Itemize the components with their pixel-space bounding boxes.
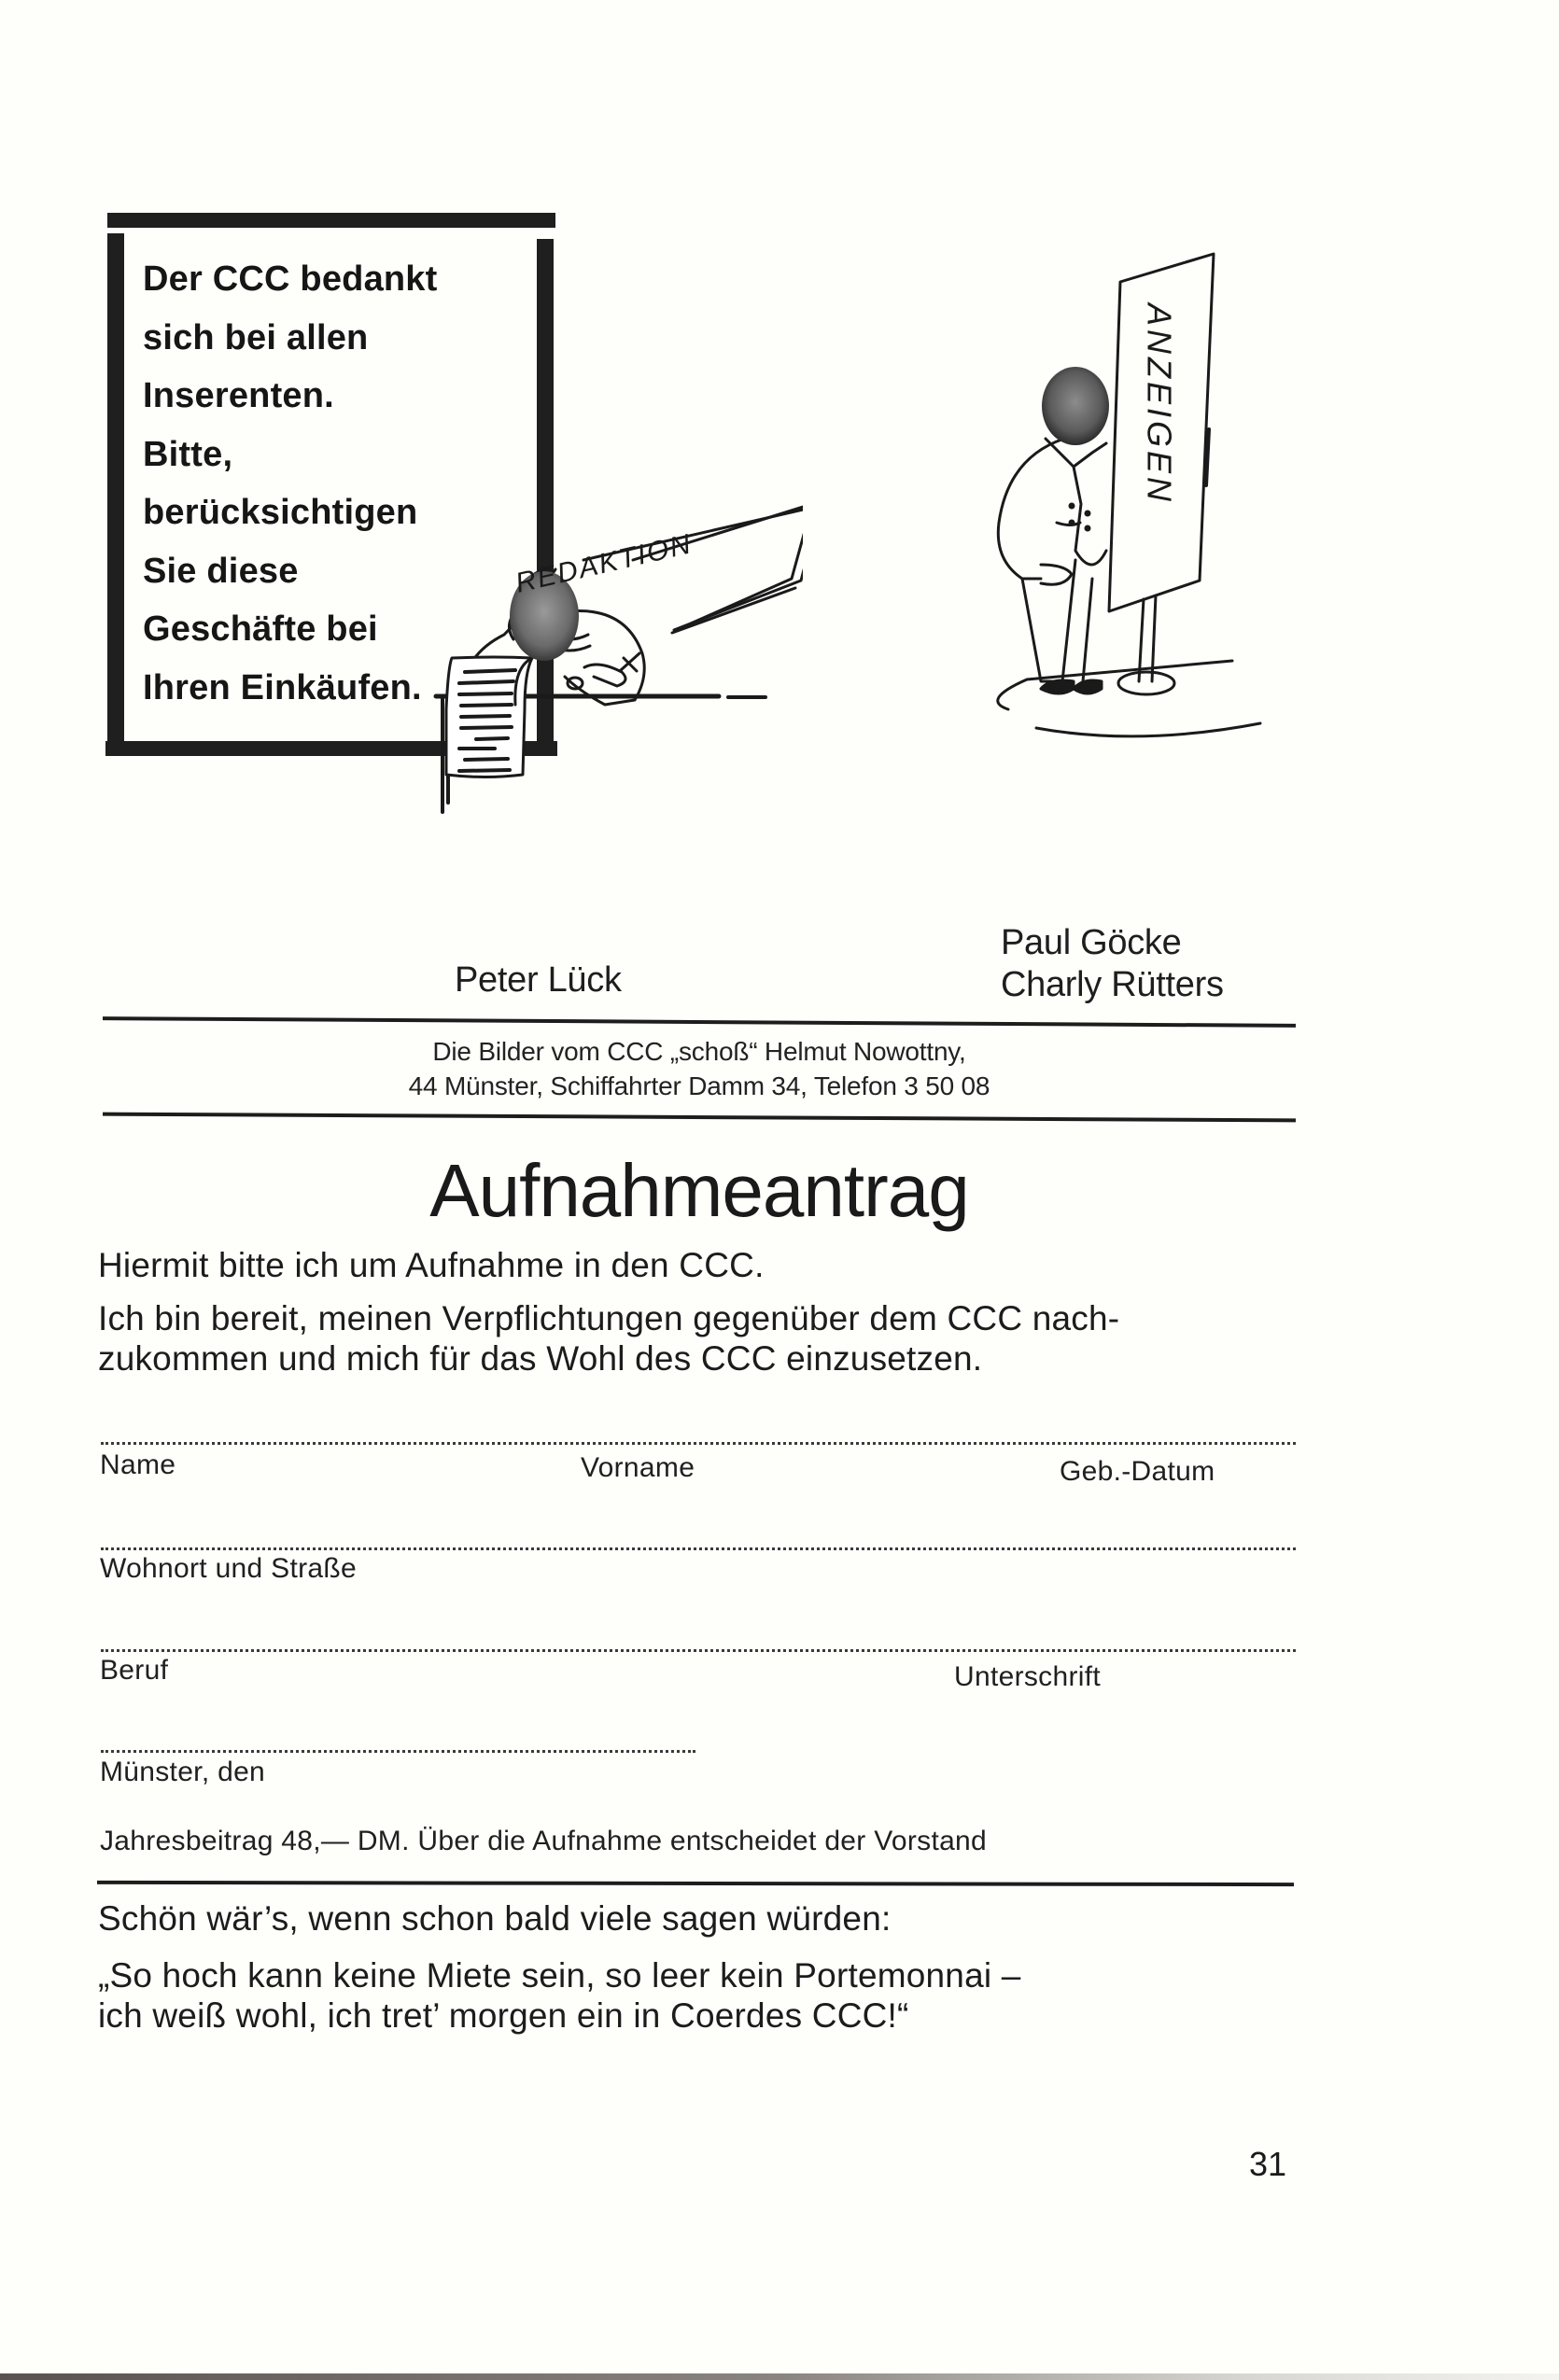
closing-line: Schön wär’s, wenn schon bald viele sagen würden:: [98, 1899, 892, 1938]
label-beruf: Beruf: [100, 1655, 169, 1686]
frame-top: [107, 213, 555, 228]
label-ort-datum: Münster, den: [100, 1757, 266, 1787]
scan-edge: [0, 2373, 1559, 2380]
caption-peter-lueck: Peter Lück: [455, 960, 622, 1000]
notice-line: Inserenten.: [143, 376, 334, 415]
form-intro-line: Ich bin bereit, meinen Verpflichtungen gegenüber dem CCC nach-: [98, 1299, 1120, 1337]
notice-line: Sie diese: [143, 551, 299, 591]
face-photo: [1042, 367, 1109, 445]
notice-line: Bitte,: [143, 434, 233, 474]
field-line-ort-datum[interactable]: [101, 1750, 695, 1753]
anzeigen-sign-label: ANZEIGEN: [1140, 303, 1179, 506]
page-number: 31: [1249, 2145, 1287, 2183]
divider-rule: [103, 1016, 1296, 1028]
caption-charly-ruetters: Charly Rütters: [1001, 965, 1224, 1004]
fee-note: Jahresbeitrag 48,— DM. Über die Aufnahme entscheidet der Vorstand: [100, 1826, 988, 1856]
label-vorname: Vorname: [581, 1452, 695, 1483]
redaktion-illustration: [411, 467, 803, 896]
form-title: Aufnahmeantrag: [429, 1149, 969, 1232]
photo-credit-address: 44 Münster, Schiffahrter Damm 34, Telefon 3 50 08: [408, 1071, 990, 1100]
photo-credit-line: Die Bilder vom CCC „schoß“ Helmut Nowottny,: [432, 1037, 966, 1066]
form-intro-line: zukommen und mich für das Wohl des CCC einzusetzen.: [98, 1339, 983, 1378]
closing-quote-line: „So hoch kann keine Miete sein, so leer kein Portemonnai –: [98, 1956, 1021, 1995]
caption-paul-goecke: Paul Göcke: [1001, 923, 1182, 962]
divider-rule: [103, 1113, 1296, 1123]
redaktion-sign-label: REDAKTION: [513, 528, 695, 599]
notice-text: [143, 250, 438, 717]
label-name: Name: [100, 1449, 176, 1480]
frame-left: [107, 233, 124, 741]
notice-line: Geschäfte bei: [143, 609, 378, 649]
closing-quote-line: ich weiß wohl, ich tret’ morgen ein in Coerdes CCC!“: [98, 1996, 909, 2035]
notice-line: Der CCC bedankt: [143, 259, 438, 299]
label-geb-datum: Geb.-Datum: [1060, 1456, 1215, 1487]
label-unterschrift: Unterschrift: [954, 1661, 1101, 1692]
notice-line: sich bei allen: [143, 317, 369, 357]
field-line-beruf[interactable]: [101, 1649, 1296, 1652]
label-wohnort: Wohnort und Straße: [100, 1553, 357, 1584]
field-line-wohnort[interactable]: [101, 1547, 1296, 1550]
divider-rule: [97, 1881, 1294, 1886]
field-line-name[interactable]: [101, 1442, 1296, 1445]
notice-line: berücksichtigen: [143, 493, 418, 532]
form-intro-line: Hiermit bitte ich um Aufnahme in den CCC.: [98, 1246, 765, 1284]
notice-line: Ihren Einkäufen.: [143, 667, 422, 707]
anzeigen-illustration: [952, 243, 1288, 915]
